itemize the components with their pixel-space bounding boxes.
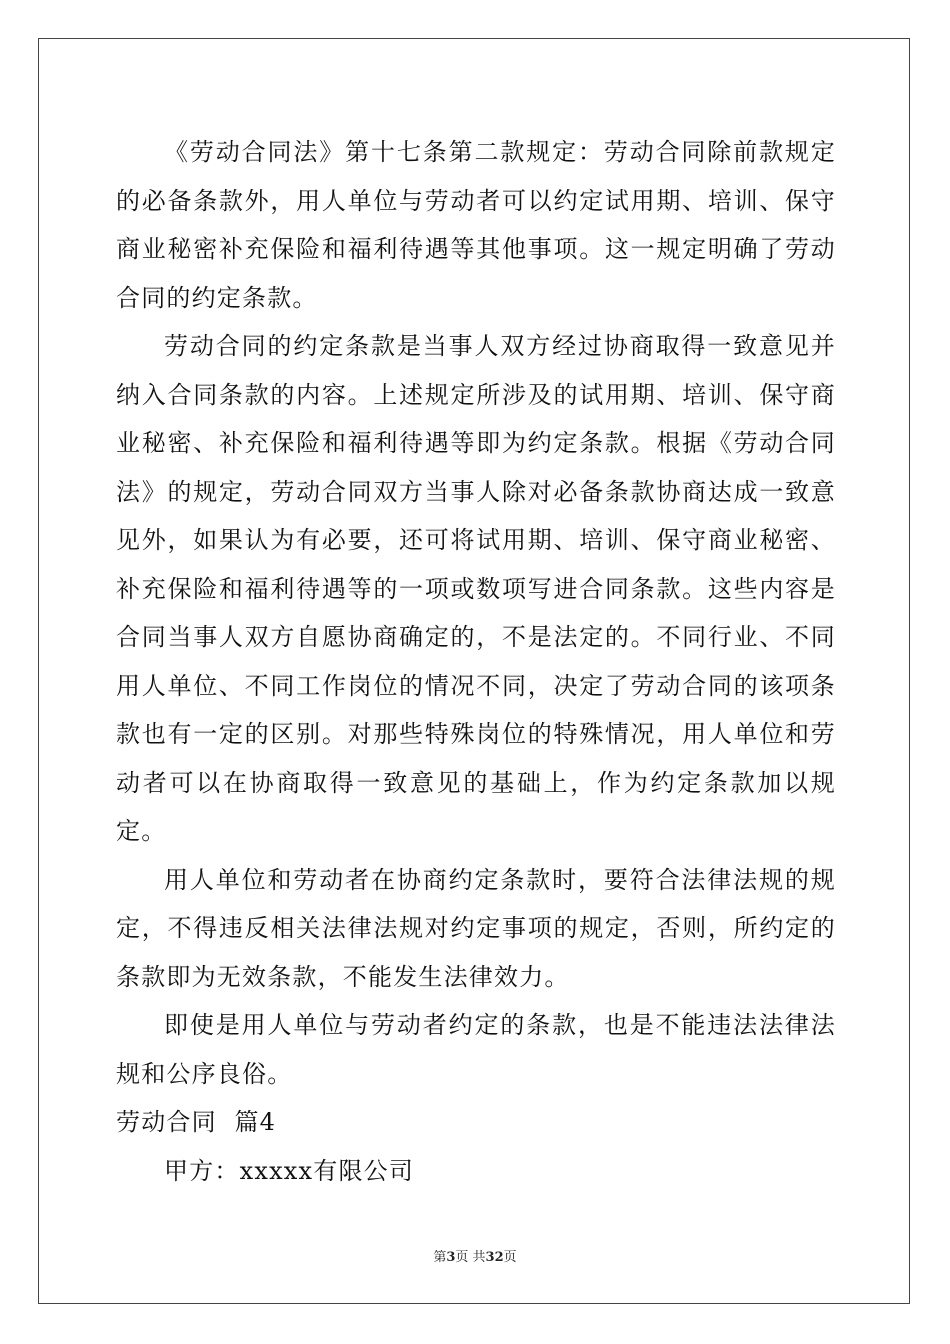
paragraph-1: 《劳动合同法》第十七条第二款规定：劳动合同除前款规定的必备条款外，用人单位与劳动者可以约定试用期、培训、保守商业秘密补充保险和福利待遇等其他事项。这一规定明确了劳动合同的约定条款。 <box>116 138 836 312</box>
paragraph-2: 劳动合同的约定条款是当事人双方经过协商取得一致意见并纳入合同条款的内容。上述规定所涉及的试用期、培训、保守商业秘密、补充保险和福利待遇等即为约定条款。根据《劳动合同法》的规定，劳动合同双方当事人除对必备条款协商达成一致意见外，如果认为有必要，还可将试用期、培训、保守商业秘密、补充保险和福利待遇等的一项或数项写进合同条款。这些内容是合同当事人双方自愿协商确定的，不是法定的。不同行业、不同用人单位、不同工作岗位的情况不同，决定了劳动合同的该项条款也有一定的区别。对那些特殊岗位的特殊情况，用人单位和劳动者可以在协商取得一致意见的基础上，作为约定条款加以规定。 <box>116 332 836 845</box>
footer-page-prefix: 第 <box>433 1250 447 1265</box>
footer-page-suffix: 页 共 <box>455 1250 486 1265</box>
footer-total-suffix: 页 <box>503 1250 517 1265</box>
paragraph-3: 用人单位和劳动者在协商约定条款时，要符合法律法规的规定，不得违反相关法律法规对约定事项的规定，否则，所约定的条款即为无效条款，不能发生法律效力。 <box>116 865 836 991</box>
page-footer <box>0 1246 950 1265</box>
document-body <box>116 128 836 1195</box>
footer-page-number: 3 <box>446 1250 456 1265</box>
paragraph-4: 即使是用人单位与劳动者约定的条款，也是不能违法法律法规和公序良俗。 <box>116 1011 836 1088</box>
section-heading: 劳动合同 篇4 <box>116 1108 277 1136</box>
footer-total-pages: 32 <box>485 1250 504 1265</box>
party-a-line: 甲方：xxxxx有限公司 <box>164 1156 415 1185</box>
